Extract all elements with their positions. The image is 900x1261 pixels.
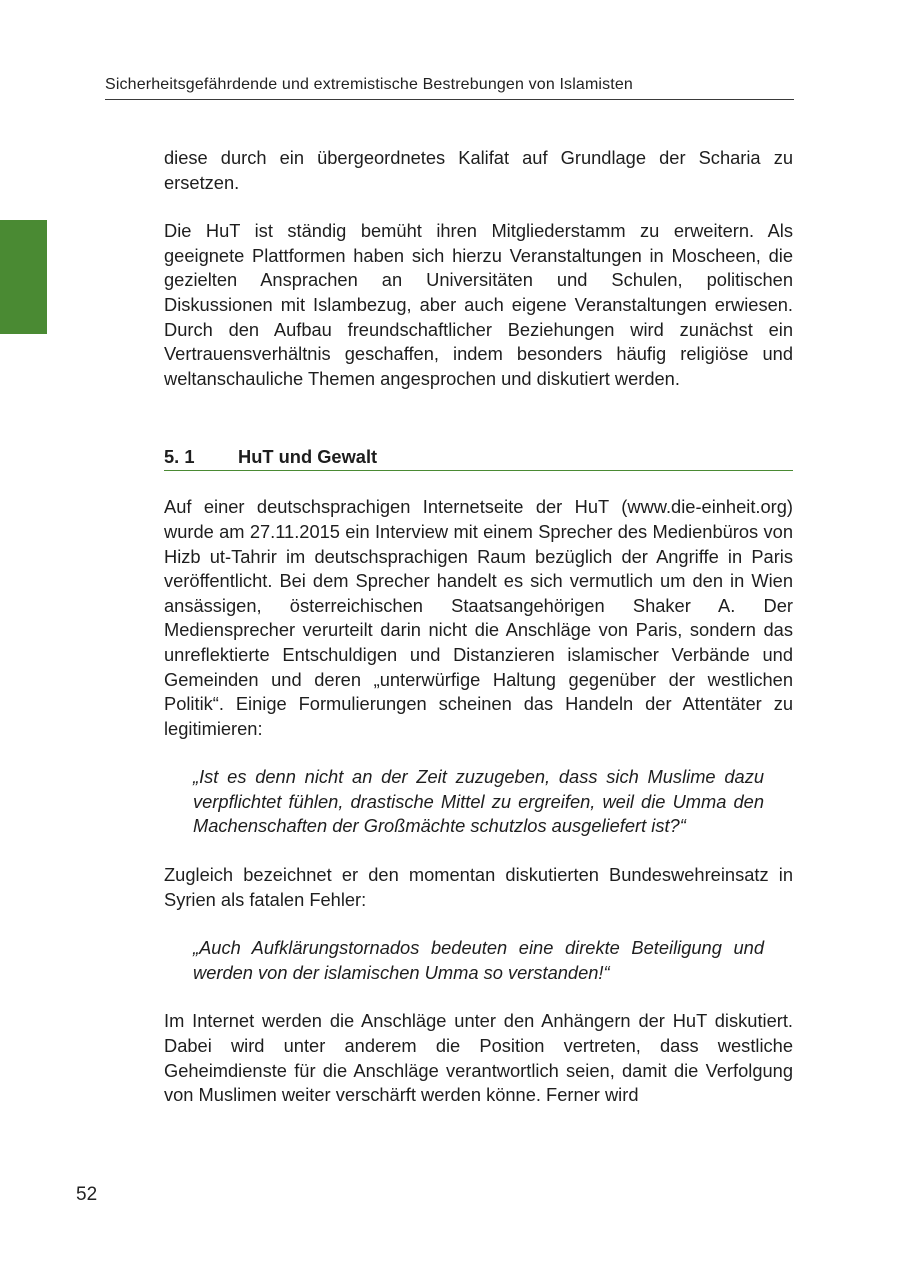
paragraph-recruitment: Die HuT ist ständig bemüht ihren Mitgliederstamm zu erweitern. Als geeignete Plattformen haben sich hierzu Veranstaltungen in Moscheen, die gezielten Ansprachen an Universitäten und Schulen, politischen Diskussionen mit Islambezug, aber auch eigene Veranstaltungen erwiesen. Durch den Aufbau freundschaftlicher Beziehungen wird zunächst ein Vertrauensverhältnis geschaffen, indem besonders häufig religiöse und weltanschauliche Themen angesprochen und diskutiert werden. (164, 220, 793, 389)
paragraph-continuation: diese durch ein übergeordnetes Kalifat auf Grundlage der Scharia zu ersetzen. (164, 147, 793, 193)
section-number: 5. 1 (164, 446, 195, 468)
running-header: Sicherheitsgefährdende und extremistische Bestrebungen von Islamisten (105, 76, 794, 100)
chapter-tab-marker (0, 220, 47, 334)
section-title: HuT und Gewalt (238, 446, 378, 468)
quote-block: „Auch Aufklärungstornados bedeuten eine direkte Beteiligung und werden von der islamischen Umma so verstanden!“ (193, 937, 764, 983)
paragraph-interview: Auf einer deutschsprachigen Internetseite der HuT (www.die-einheit.org) wurde am 27.11.2015 ein Interview mit einem Sprecher des Medienbüros von Hizb ut-Tahrir im deutschsprachigen Raum bezüglich der Angriffe in Paris veröffentlicht. Bei dem Sprecher handelt es sich vermutlich um den in Wien ansässigen, österreichischen Staatsangehörigen Shaker A. Der Mediensprecher verurteilt darin nicht die Anschläge von Paris, sondern das unreflektierte Entschuldigen und Distanzieren islamischer Verbände und Gemeinden und deren „unterwürfige Haltung gegenüber der westlichen Politik“. Einige Formulierungen scheinen das Handeln der Attentäter zu legitimieren: (164, 496, 793, 739)
paragraph-internet: Im Internet werden die Anschläge unter den Anhängern der HuT diskutiert. Dabei wird unter anderem die Position vertreten, dass westliche Geheimdienste für die Anschläge verantwortlich seien, damit die Verfolgung von Muslimen weiter verschärft werden könne. Ferner wird (164, 1010, 793, 1106)
section-heading (164, 445, 793, 471)
quote-block: „Ist es denn nicht an der Zeit zuzugeben, dass sich Muslime dazu verpflichtet fühlen, drastische Mittel zu ergreifen, weil die Umma den Machenschaften der Großmächte schutzlos ausgeliefert ist?“ (193, 766, 764, 837)
page-body (164, 146, 793, 1108)
page-number: 52 (76, 1184, 98, 1205)
paragraph-bundeswehr: Zugleich bezeichnet er den momentan diskutierten Bundeswehreinsatz in Syrien als fatalen Fehler: (164, 864, 793, 910)
